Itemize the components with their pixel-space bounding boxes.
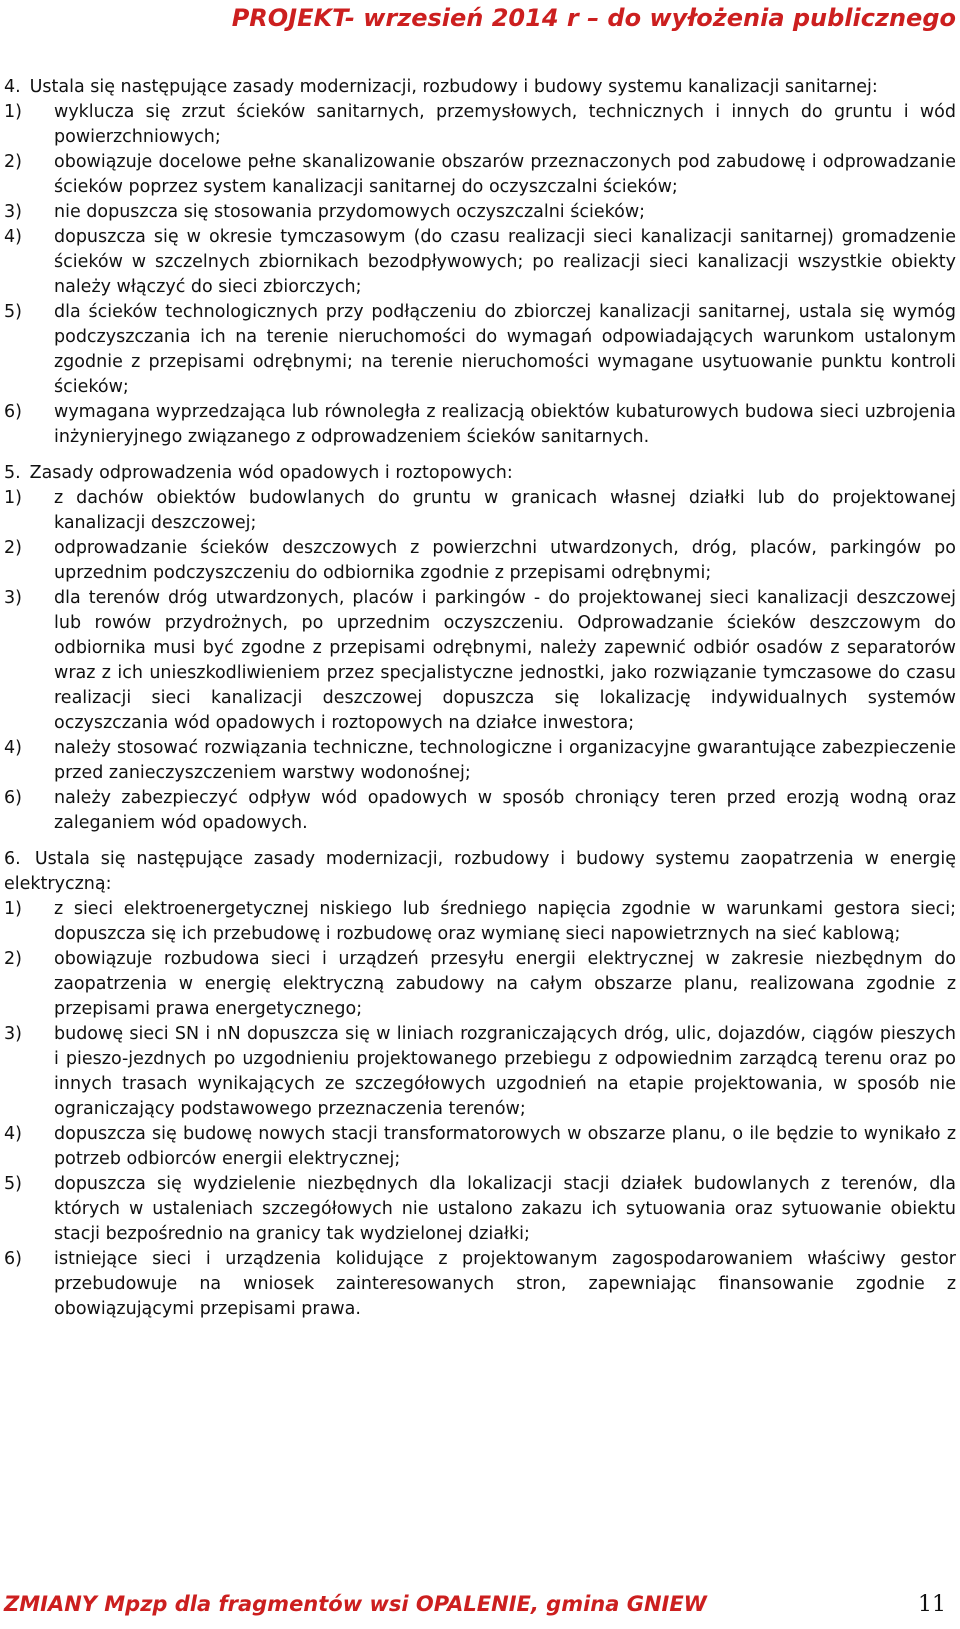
section-number: 4. <box>4 77 21 97</box>
list-item <box>4 100 956 150</box>
item-number: 5) <box>4 1174 22 1194</box>
item-text: istniejące sieci i urządzenia kolidujące z projektowanym zagospodarowaniem właściwy gestor przebudowuje na wniosek zainteresowanych stron, zapewniając finansowanie zgodnie z obowiązującymi przepisami prawa. <box>54 1249 956 1319</box>
item-number: 2) <box>4 538 22 558</box>
item-number: 4) <box>4 227 22 247</box>
item-number: 3) <box>4 202 22 222</box>
item-text: wyklucza się zrzut ścieków sanitarnych, przemysłowych, technicznych i innych do gruntu i wód powierzchniowych; <box>54 102 956 147</box>
list-item <box>4 150 956 200</box>
item-number: 2) <box>4 152 22 172</box>
list-item <box>4 1122 956 1172</box>
item-text: należy zabezpieczyć odpływ wód opadowych w sposób chroniący teren przed erozją wodną oraz zaleganiem wód opadowych. <box>54 788 956 833</box>
section-title-text: Zasady odprowadzenia wód opadowych i roztopowych: <box>29 463 513 483</box>
item-number: 6) <box>4 402 22 422</box>
footer-title: ZMIANY Mpzp dla fragmentów wsi OPALENIE, gmina GNIEW <box>4 1592 707 1616</box>
item-text: obowiązuje rozbudowa sieci i urządzeń przesyłu energii elektrycznej w zakresie niezbędnym do zaopatrzenia w energię elektryczną zabudowy na całym obszarze planu, realizowana zgodnie z przepisami prawa energetycznego; <box>54 949 956 1019</box>
item-number: 2) <box>4 949 22 969</box>
item-number: 1) <box>4 899 22 919</box>
item-text: wymagana wyprzedzająca lub równoległa z realizacją obiektów kubaturowych budowa sieci uzbrojenia inżynieryjnego związanego z odprowadzeniem ścieków sanitarnych. <box>54 402 956 447</box>
list-item <box>4 1247 956 1322</box>
section-6 <box>4 847 956 1322</box>
item-number: 6) <box>4 788 22 808</box>
section-item-list <box>4 897 956 1322</box>
page-number: 11 <box>918 1592 946 1617</box>
list-item <box>4 400 956 450</box>
item-text: dopuszcza się budowę nowych stacji transformatorowych w obszarze planu, o ile będzie to wynikało z potrzeb odbiorców energii elektrycznej; <box>54 1124 956 1169</box>
section-item-list <box>4 486 956 836</box>
list-item <box>4 947 956 1022</box>
item-text: odprowadzanie ścieków deszczowych z powierzchni utwardzonych, dróg, placów, parkingów po uprzednim podczyszczeniu do odbiornika zgodnie z przepisami odrębnymi; <box>54 538 956 583</box>
section-title <box>4 461 956 486</box>
document-header: PROJEKT- wrzesień 2014 r – do wyłożenia publicznego <box>231 4 956 32</box>
item-text: z dachów obiektów budowlanych do gruntu w granicach własnej działki lub do projektowanej kanalizacji deszczowej; <box>54 488 956 533</box>
document-body <box>4 75 956 1322</box>
list-item <box>4 1172 956 1247</box>
item-text: obowiązuje docelowe pełne skanalizowanie obszarów przeznaczonych pod zabudowę i odprowadzanie ścieków poprzez system kanalizacji sanitarnej do oczyszczalni ścieków; <box>54 152 956 197</box>
list-item <box>4 200 956 225</box>
section-title <box>4 75 956 100</box>
item-number: 6) <box>4 1249 22 1269</box>
item-text: z sieci elektroenergetycznej niskiego lub średniego napięcia zgodnie w warunkami gestora sieci; dopuszcza się ich przebudowę i rozbudowę oraz wymianę sieci napowietrznych na sieć kablową; <box>54 899 956 944</box>
document-footer <box>4 1592 946 1617</box>
section-number: 5. <box>4 463 21 483</box>
item-text: należy stosować rozwiązania techniczne, technologiczne i organizacyjne gwarantujące zabezpieczenie przed zanieczyszczeniem warstwy wodonośnej; <box>54 738 956 783</box>
section-title-text: Ustala się następujące zasady modernizacji, rozbudowy i budowy systemu kanalizacji sanitarnej: <box>29 77 878 97</box>
list-item <box>4 736 956 786</box>
item-number: 4) <box>4 1124 22 1144</box>
item-number: 3) <box>4 588 22 608</box>
section-4 <box>4 75 956 450</box>
item-text: budowę sieci SN i nN dopuszcza się w liniach rozgraniczających dróg, ulic, dojazdów, ciągów pieszych i pieszo-jezdnych po uzgodnieniu projektowanego przebiegu z odpowiednim zarządcą terenu oraz po innych trasach wynikających ze szczegółowych uzgodnień na etapie projektowania, w sposób nie ograniczający podstawowego przeznaczenia terenów; <box>54 1024 956 1119</box>
item-text: dla terenów dróg utwardzonych, placów i parkingów - do projektowanej sieci kanalizacji deszczowej lub rowów przydrożnych, po uprzednim oczyszczeniu. Odprowadzanie ścieków deszczowym do odbiornika musi być zgodne z przepisami odrębnymi, należy zapewnić odbiór osadów z separatorów wraz z ich unieszkodliwieniem przez specjalistyczne jednostki, jako rozwiązanie tymczasowe do czasu realizacji sieci kanalizacji deszczowej dopuszcza się lokalizację indywidualnych systemów oczyszczania wód opadowych i roztopowych na działce inwestora; <box>54 588 956 733</box>
item-number: 1) <box>4 488 22 508</box>
list-item <box>4 586 956 736</box>
section-title-text: Ustala się następujące zasady modernizacji, rozbudowy i budowy systemu zaopatrzenia w energię elektryczną: <box>4 849 956 894</box>
section-item-list <box>4 100 956 450</box>
section-number: 6. <box>4 849 21 869</box>
list-item <box>4 486 956 536</box>
section-5 <box>4 461 956 836</box>
list-item <box>4 897 956 947</box>
item-text: dopuszcza się w okresie tymczasowym (do czasu realizacji sieci kanalizacji sanitarnej) gromadzenie ścieków w szczelnych zbiornikach bezodpływowych; po realizacji sieci kanalizacji wszystkie obiekty należy włączyć do sieci zbiorczych; <box>54 227 956 297</box>
item-number: 3) <box>4 1024 22 1044</box>
item-number: 4) <box>4 738 22 758</box>
item-text: nie dopuszcza się stosowania przydomowych oczyszczalni ścieków; <box>54 202 646 222</box>
list-item <box>4 786 956 836</box>
item-text: dopuszcza się wydzielenie niezbędnych dla lokalizacji stacji działek budowlanych z terenów, dla których w ustaleniach szczegółowych nie ustalono zakazu ich sytuowania oraz sytuowanie obiektu stacji bezpośrednio na granicy tak wydzielonej działki; <box>54 1174 956 1244</box>
section-title <box>4 847 956 897</box>
item-number: 5) <box>4 302 22 322</box>
list-item <box>4 225 956 300</box>
list-item <box>4 300 956 400</box>
list-item <box>4 536 956 586</box>
item-text: dla ścieków technologicznych przy podłączeniu do zbiorczej kanalizacji sanitarnej, ustala się wymóg podczyszczania ich na terenie nieruchomości do wymagań odpowiadających warunkom ustalonym zgodnie z przepisami odrębnymi; na terenie nieruchomości wymagane usytuowanie punktu kontroli ścieków; <box>54 302 956 397</box>
item-number: 1) <box>4 102 22 122</box>
list-item <box>4 1022 956 1122</box>
